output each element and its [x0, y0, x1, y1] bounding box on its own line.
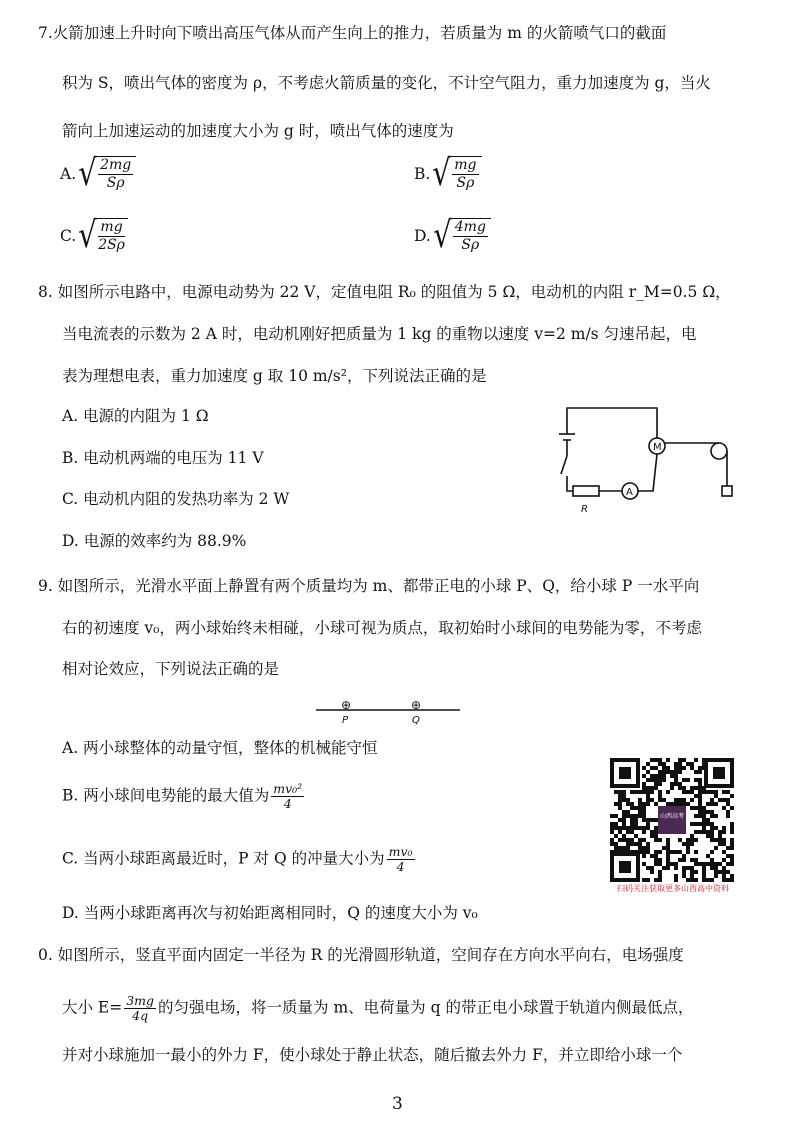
- switch-blade: [561, 456, 567, 474]
- ammeter-label: A: [626, 487, 633, 498]
- motor-label: M: [653, 442, 662, 453]
- q8-option-a: A. 电源的内阻为 1 Ω: [62, 407, 209, 425]
- circuit-wire-right: [638, 454, 657, 491]
- q9-option-d: D. 当两小球距离再次与初始距离相同时，Q 的速度大小为 v₀: [62, 904, 478, 922]
- ball-q-label: Q: [412, 715, 420, 726]
- page-number: 3: [392, 1094, 403, 1114]
- qr-caption: 扫码关注获取更多山西高中资料: [617, 884, 729, 893]
- q9-balls-diagram: [312, 694, 464, 726]
- q9-line-2: 右的初速度 v₀，两小球始终未相碰，小球可视为质点，取初始时小球间的电势能为零，不考虑: [62, 619, 702, 637]
- q8-line-2: 当电流表的示数为 2 A 时，电动机刚好把质量为 1 kg 的重物以速度 v=2 m/s 匀速吊起，电: [62, 325, 697, 343]
- q10-line-2: 大小 E= $\frac{3mg}{4q}$ 的匀强电场，将一质量为 m、电荷量为 q 的带正电小球置于轨道内侧最低点，: [62, 993, 694, 1023]
- svg-text:山西高考: 山西高考: [659, 813, 685, 820]
- qr-center-logo: [658, 806, 686, 834]
- q8-line-1: 8. 如图所示电路中，电源电动势为 22 V，定值电阻 R₀ 的阻值为 5 Ω，电动机的内阻 r_M=0.5 Ω，: [38, 283, 731, 301]
- q9-option-a: A. 两小球整体的动量守恒，整体的机械能守恒: [62, 739, 378, 757]
- q9-line-1: 9. 如图所示，光滑水平面上静置有两个质量均为 m、都带正电的小球 P、Q，给小球 P 一水平向: [38, 577, 700, 595]
- q10-line-1: 0. 如图所示，竖直平面内固定一半径为 R 的光滑圆形轨道，空间存在方向水平向右，电场强度: [38, 946, 684, 964]
- pulley-wheel: [711, 443, 727, 459]
- ball-p-charge: ⊕: [341, 698, 352, 712]
- q7-option-c: C. √ $\frac{mg}{2S\rho}$: [60, 218, 128, 254]
- hanging-weight: [722, 486, 732, 496]
- q7-option-b: B. √ $\frac{mg}{S\rho}$: [414, 156, 482, 192]
- q8-circuit-diagram: [545, 398, 750, 518]
- resistor-label: R: [581, 504, 588, 515]
- q9-option-c: C. 当两小球距离最近时，P 对 Q 的冲量大小为 $\frac{\text{mv₀}}{4}$: [62, 844, 413, 874]
- q9-line-3: 相对论效应，下列说法正确的是: [62, 660, 280, 678]
- q8-option-c: C. 电动机内阻的发热功率为 2 W: [62, 490, 290, 508]
- q7-option-d: D. √ $\frac{4mg}{S\rho}$: [414, 218, 491, 254]
- q7-line-3: 箭向上加速运动的加速度大小为 g 时，喷出气体的速度为: [62, 122, 454, 140]
- q10-line-3: 并对小球施加一最小的外力 F，使小球处于静止状态，随后撤去外力 F，并立即给小球一个: [62, 1046, 683, 1064]
- resistor-symbol: [573, 486, 599, 496]
- q8-option-d: D. 电源的效率约为 88.9%: [62, 532, 247, 550]
- circuit-wire-left-lower: [567, 476, 573, 491]
- q7-line-1: 7.火箭加速上升时向下喷出高压气体从而产生向上的推力，若质量为 m 的火箭喷气口的截面: [38, 24, 667, 42]
- q7-option-a: A. √ $\frac{2mg}{S\rho}$: [60, 156, 136, 192]
- ball-p-label: P: [342, 715, 349, 726]
- circuit-wire-top: [567, 408, 657, 438]
- q8-line-3: 表为理想电表，重力加速度 g 取 10 m/s²，下列说法正确的是: [62, 367, 487, 385]
- ball-q-charge: ⊕: [411, 698, 422, 712]
- qr-code: [610, 758, 734, 882]
- q7-line-2: 积为 S，喷出气体的密度为 ρ，不考虑火箭质量的变化，不计空气阻力，重力加速度为 g，当火: [62, 74, 711, 92]
- q8-option-b: B. 电动机两端的电压为 11 V: [62, 449, 264, 467]
- q9-option-b: B. 两小球间电势能的最大值为 $\frac{\text{mv₀²}}{4}$: [62, 781, 303, 811]
